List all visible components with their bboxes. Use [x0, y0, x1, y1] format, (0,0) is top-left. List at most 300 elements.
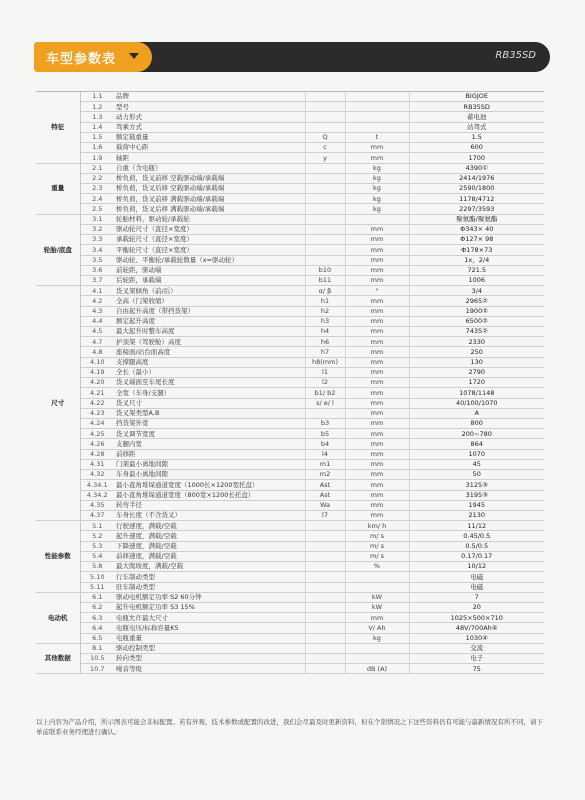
- row-symbol: l4: [305, 449, 345, 459]
- row-number: 5.10: [80, 572, 114, 582]
- row-number: 4.24: [80, 419, 114, 429]
- section-header: [34, 42, 550, 72]
- row-value: 1945: [409, 500, 544, 510]
- row-item: 货叉调节宽度: [114, 429, 305, 439]
- row-number: 1.6: [80, 143, 114, 153]
- row-unit: [345, 572, 409, 582]
- row-item: 桥负荷，货叉前移 满载驱动端/承载端: [114, 194, 305, 204]
- row-symbol: b11: [305, 275, 345, 285]
- row-item: 电瓶电压/标称容量K5: [114, 623, 305, 633]
- row-value: 50: [409, 470, 544, 480]
- category-label: 电动机: [36, 592, 80, 643]
- row-item: 轮胎材料，驱动轮/承载轮: [114, 214, 305, 224]
- row-value: 721.5: [409, 265, 544, 275]
- table-row: [36, 633, 544, 643]
- row-symbol: l2: [305, 378, 345, 388]
- row-unit: mm: [345, 398, 409, 408]
- row-unit: kg: [345, 194, 409, 204]
- row-unit: mm: [345, 449, 409, 459]
- page-title: 车型参数表: [46, 52, 117, 67]
- row-value: RB35SD: [409, 102, 544, 112]
- row-symbol: [305, 92, 345, 102]
- table-row: [36, 480, 544, 490]
- row-value: 2414/1976: [409, 173, 544, 183]
- row-symbol: [305, 654, 345, 664]
- row-value: 2130: [409, 510, 544, 520]
- row-value: 800: [409, 419, 544, 429]
- row-item: 支撑腿高度: [114, 357, 305, 367]
- row-value: 250: [409, 347, 544, 357]
- table-row: [36, 500, 544, 510]
- row-value: 3125③: [409, 480, 544, 490]
- table-row: [36, 194, 544, 204]
- row-item: 驱动控制类型: [114, 643, 305, 653]
- row-unit: [345, 92, 409, 102]
- row-item: 驱动电机额定功率 S2 60分钟: [114, 592, 305, 602]
- table-row: [36, 378, 544, 388]
- row-value: 1006: [409, 275, 544, 285]
- table-row: [36, 275, 544, 285]
- row-symbol: b4: [305, 439, 345, 449]
- table-row: [36, 357, 544, 367]
- row-symbol: [305, 163, 345, 173]
- row-number: 1.4: [80, 122, 114, 132]
- row-unit: [345, 643, 409, 653]
- table-row: [36, 643, 544, 653]
- row-symbol: l7: [305, 510, 345, 520]
- row-number: 10.5: [80, 654, 114, 664]
- category-label: 其他数据: [36, 643, 80, 674]
- row-unit: mm: [345, 347, 409, 357]
- row-unit: mm: [345, 327, 409, 337]
- row-number: 3.4: [80, 245, 114, 255]
- row-number: 4.21: [80, 388, 114, 398]
- row-symbol: [305, 235, 345, 245]
- table-row: [36, 122, 544, 132]
- row-value: 交流: [409, 643, 544, 653]
- row-value: 1078/1148: [409, 388, 544, 398]
- row-unit: mm: [345, 613, 409, 623]
- row-item: 动力形式: [114, 112, 305, 122]
- spec-table: [36, 92, 544, 674]
- row-unit: mm: [345, 255, 409, 265]
- row-unit: dB (A): [345, 664, 409, 674]
- row-unit: mm: [345, 275, 409, 285]
- row-item: 货叉尺寸: [114, 398, 305, 408]
- table-row: [36, 214, 544, 224]
- row-unit: mm: [345, 439, 409, 449]
- row-symbol: Q: [305, 132, 345, 142]
- table-row: [36, 347, 544, 357]
- row-number: 3.5: [80, 255, 114, 265]
- row-symbol: b1/ b2: [305, 388, 345, 398]
- table-row: [36, 510, 544, 520]
- row-item: 最小直角堆垛通道宽度（1000长×1200宽托盘）: [114, 480, 305, 490]
- table-row: [36, 551, 544, 561]
- row-unit: %: [345, 562, 409, 572]
- row-unit: mm: [345, 153, 409, 163]
- row-item: 行驶速度，满载/空载: [114, 521, 305, 531]
- table-row: [36, 490, 544, 500]
- row-unit: mm: [345, 357, 409, 367]
- row-number: 5.8: [80, 562, 114, 572]
- row-number: 4.34.1: [80, 480, 114, 490]
- row-unit: mm: [345, 143, 409, 153]
- row-number: 4.22: [80, 398, 114, 408]
- row-symbol: [305, 602, 345, 612]
- row-symbol: [305, 214, 345, 224]
- row-symbol: [305, 531, 345, 541]
- row-item: 下降速度，满载/空载: [114, 541, 305, 551]
- row-item: 噪音等级: [114, 664, 305, 674]
- row-symbol: [305, 102, 345, 112]
- row-unit: [345, 654, 409, 664]
- row-number: 6.5: [80, 633, 114, 643]
- row-unit: V/ Ah: [345, 623, 409, 633]
- row-symbol: [305, 664, 345, 674]
- row-value: 2590/1800: [409, 183, 544, 193]
- row-value: 7435②: [409, 327, 544, 337]
- row-unit: kg: [345, 173, 409, 183]
- row-symbol: α/ β: [305, 286, 345, 296]
- row-unit: mm: [345, 306, 409, 316]
- row-number: 3.2: [80, 224, 114, 234]
- row-symbol: [305, 122, 345, 132]
- row-value: 200~780: [409, 429, 544, 439]
- row-value: 40/100/1070: [409, 398, 544, 408]
- row-unit: mm: [345, 245, 409, 255]
- row-item: 驱动轮、平衡轮/承载轮数量（x=驱动轮）: [114, 255, 305, 265]
- row-item: 桥负荷，货叉后移 满载驱动端/承载端: [114, 204, 305, 214]
- row-item: 最大爬坡度，满载/空载: [114, 562, 305, 572]
- table-row: [36, 521, 544, 531]
- row-number: 4.10: [80, 357, 114, 367]
- table-row: [36, 541, 544, 551]
- table-row: [36, 306, 544, 316]
- row-item: 全长（最小）: [114, 367, 305, 377]
- row-symbol: [305, 582, 345, 592]
- category-label: 尺寸: [36, 286, 80, 521]
- row-symbol: b5: [305, 429, 345, 439]
- row-unit: mm: [345, 265, 409, 275]
- row-unit: kW: [345, 602, 409, 612]
- row-symbol: [305, 245, 345, 255]
- row-item: 行车制动类型: [114, 572, 305, 582]
- row-value: 4390①: [409, 163, 544, 173]
- row-number: 6.2: [80, 602, 114, 612]
- row-value: 2965②: [409, 296, 544, 306]
- row-value: BIGJOE: [409, 92, 544, 102]
- row-item: 全高（门架收缩）: [114, 296, 305, 306]
- row-symbol: l1: [305, 367, 345, 377]
- row-unit: km/ h: [345, 521, 409, 531]
- row-symbol: [305, 592, 345, 602]
- row-value: 130: [409, 357, 544, 367]
- row-number: 4.23: [80, 408, 114, 418]
- row-unit: mm: [345, 388, 409, 398]
- table-row: [36, 664, 544, 674]
- row-value: 11/12: [409, 521, 544, 531]
- row-value: 0.17/0.17: [409, 551, 544, 561]
- row-value: 864: [409, 439, 544, 449]
- row-item: 转弯半径: [114, 500, 305, 510]
- row-unit: mm: [345, 378, 409, 388]
- row-value: 站驾式: [409, 122, 544, 132]
- row-item: 前移距: [114, 449, 305, 459]
- row-item: 额定载重量: [114, 132, 305, 142]
- table-row: [36, 419, 544, 429]
- row-item: 自由起升高度（带挡货架）: [114, 306, 305, 316]
- row-unit: m/ s: [345, 531, 409, 541]
- row-number: 3.3: [80, 235, 114, 245]
- row-symbol: [305, 224, 345, 234]
- table-row: [36, 112, 544, 122]
- row-symbol: m2: [305, 470, 345, 480]
- row-number: 4.35: [80, 500, 114, 510]
- row-value: A: [409, 408, 544, 418]
- row-number: 2.3: [80, 183, 114, 193]
- row-item: 驾乘方式: [114, 122, 305, 132]
- row-symbol: Ast: [305, 490, 345, 500]
- row-value: 7: [409, 592, 544, 602]
- row-item: 载荷中心距: [114, 143, 305, 153]
- row-symbol: [305, 541, 345, 551]
- row-number: 4.37: [80, 510, 114, 520]
- row-symbol: [305, 562, 345, 572]
- table-row: [36, 265, 544, 275]
- row-value: 6500②: [409, 316, 544, 326]
- row-symbol: h3: [305, 316, 345, 326]
- row-symbol: [305, 204, 345, 214]
- row-unit: t: [345, 132, 409, 142]
- row-unit: [345, 214, 409, 224]
- table-row: [36, 459, 544, 469]
- row-value: Φ343× 40: [409, 224, 544, 234]
- row-number: 4.3: [80, 306, 114, 316]
- row-value: Φ127× 98: [409, 235, 544, 245]
- row-item: 货叉架类型A,B: [114, 408, 305, 418]
- row-item: 自重（含电瓶）: [114, 163, 305, 173]
- row-value: 3/4: [409, 286, 544, 296]
- row-number: 5.4: [80, 551, 114, 561]
- row-unit: mm: [345, 408, 409, 418]
- table-row: [36, 654, 544, 664]
- row-number: 6.3: [80, 613, 114, 623]
- row-number: 5.1: [80, 521, 114, 531]
- table-row: [36, 449, 544, 459]
- row-value: 2297/3593: [409, 204, 544, 214]
- row-number: 2.4: [80, 194, 114, 204]
- row-number: 4.5: [80, 327, 114, 337]
- row-symbol: Wa: [305, 500, 345, 510]
- table-row: [36, 143, 544, 153]
- category-label: 重量: [36, 163, 80, 214]
- table-row: [36, 613, 544, 623]
- row-item: 转向类型: [114, 654, 305, 664]
- row-symbol: [305, 194, 345, 204]
- table-row: [36, 398, 544, 408]
- row-symbol: b3: [305, 419, 345, 429]
- row-item: 驱动轮尺寸（直径×宽度）: [114, 224, 305, 234]
- row-value: 3195③: [409, 490, 544, 500]
- row-number: 4.31: [80, 459, 114, 469]
- table-row: [36, 286, 544, 296]
- table-row: [36, 316, 544, 326]
- row-value: 0.5/0.5: [409, 541, 544, 551]
- row-item: 挡货架外宽: [114, 419, 305, 429]
- row-unit: mm: [345, 490, 409, 500]
- row-unit: mm: [345, 480, 409, 490]
- row-item: 额定起升高度: [114, 316, 305, 326]
- row-value: 2790: [409, 367, 544, 377]
- table-row: [36, 388, 544, 398]
- table-row: [36, 572, 544, 582]
- row-unit: kg: [345, 183, 409, 193]
- row-number: 6.4: [80, 623, 114, 633]
- table-row: [36, 102, 544, 112]
- row-unit: m/ s: [345, 541, 409, 551]
- row-symbol: [305, 183, 345, 193]
- row-item: 车身长度（不含货叉）: [114, 510, 305, 520]
- row-unit: mm: [345, 224, 409, 234]
- row-number: 3.7: [80, 275, 114, 285]
- row-unit: mm: [345, 235, 409, 245]
- row-item: 驻车制动类型: [114, 582, 305, 592]
- row-unit: mm: [345, 337, 409, 347]
- row-number: 5.11: [80, 582, 114, 592]
- row-number: 4.20: [80, 378, 114, 388]
- row-symbol: h6: [305, 337, 345, 347]
- row-item: 护顶架（驾驶舱）高度: [114, 337, 305, 347]
- table-row: [36, 470, 544, 480]
- row-number: 8.1: [80, 643, 114, 653]
- row-number: 5.2: [80, 531, 114, 541]
- row-number: 4.28: [80, 449, 114, 459]
- table-row: [36, 183, 544, 193]
- row-number: 4.8: [80, 347, 114, 357]
- row-value: 1.5: [409, 132, 544, 142]
- triangle-down-icon: [128, 50, 140, 62]
- row-number: 10.7: [80, 664, 114, 674]
- table-row: [36, 623, 544, 633]
- row-value: 1178/4712: [409, 194, 544, 204]
- row-unit: mm: [345, 470, 409, 480]
- row-item: 全宽（车身/支腿）: [114, 388, 305, 398]
- category-label: 性能参数: [36, 521, 80, 593]
- row-item: 最大起升时整车高度: [114, 327, 305, 337]
- table-row: [36, 235, 544, 245]
- row-value: 75: [409, 664, 544, 674]
- row-unit: mm: [345, 296, 409, 306]
- table-row: [36, 204, 544, 214]
- table-row: [36, 327, 544, 337]
- row-unit: mm: [345, 500, 409, 510]
- table-row: [36, 562, 544, 572]
- table-row: [36, 92, 544, 102]
- row-unit: mm: [345, 316, 409, 326]
- row-value: 1900②: [409, 306, 544, 316]
- row-number: 1.2: [80, 102, 114, 112]
- row-item: 车身最小离地间隙: [114, 470, 305, 480]
- row-unit: kg: [345, 633, 409, 643]
- row-item: 桥负荷，货叉后移 空载驱动端/承载端: [114, 183, 305, 193]
- row-item: 品牌: [114, 92, 305, 102]
- row-symbol: h8(mm): [305, 357, 345, 367]
- row-symbol: h4: [305, 327, 345, 337]
- row-unit: [345, 582, 409, 592]
- row-symbol: m1: [305, 459, 345, 469]
- row-value: 聚氨酯/聚氨酯: [409, 214, 544, 224]
- row-number: 1.3: [80, 112, 114, 122]
- row-number: 4.7: [80, 337, 114, 347]
- row-unit: m/ s: [345, 551, 409, 561]
- row-symbol: h1: [305, 296, 345, 306]
- row-value: 电磁: [409, 582, 544, 592]
- row-item: 承载轮尺寸（直径×宽度）: [114, 235, 305, 245]
- row-symbol: [305, 521, 345, 531]
- table-row: [36, 163, 544, 173]
- row-value: 0.45/0.5: [409, 531, 544, 541]
- row-item: 起升电机额定功率 S3 15%: [114, 602, 305, 612]
- row-symbol: [305, 643, 345, 653]
- row-unit: mm: [345, 510, 409, 520]
- row-symbol: c: [305, 143, 345, 153]
- row-value: 48V/700Ah④: [409, 623, 544, 633]
- row-item: 前移速度，满载/空载: [114, 551, 305, 561]
- row-value: Φ178×73: [409, 245, 544, 255]
- row-number: 6.1: [80, 592, 114, 602]
- row-unit: mm: [345, 459, 409, 469]
- row-item: 座椅面/站台面高度: [114, 347, 305, 357]
- table-row: [36, 408, 544, 418]
- row-number: 1.1: [80, 92, 114, 102]
- row-number: 2.1: [80, 163, 114, 173]
- row-item: 门架最小离地间隙: [114, 459, 305, 469]
- row-symbol: b10: [305, 265, 345, 275]
- row-symbol: [305, 623, 345, 633]
- row-item: 电瓶允许最大尺寸: [114, 613, 305, 623]
- row-symbol: [305, 633, 345, 643]
- row-value: 1025×500×710: [409, 613, 544, 623]
- row-item: 轴距: [114, 153, 305, 163]
- row-unit: kg: [345, 163, 409, 173]
- row-symbol: [305, 173, 345, 183]
- row-unit: mm: [345, 419, 409, 429]
- row-number: 5.3: [80, 541, 114, 551]
- row-unit: mm: [345, 367, 409, 377]
- table-row: [36, 132, 544, 142]
- table-row: [36, 602, 544, 612]
- row-value: 2330: [409, 337, 544, 347]
- row-value: 1070: [409, 449, 544, 459]
- row-symbol: Ast: [305, 480, 345, 490]
- row-symbol: [305, 112, 345, 122]
- row-symbol: h2: [305, 306, 345, 316]
- table-row: [36, 337, 544, 347]
- row-item: 前轮距，驱动端: [114, 265, 305, 275]
- row-number: 4.34.2: [80, 490, 114, 500]
- row-number: 4.19: [80, 367, 114, 377]
- row-item: 货叉架倾角（前/后）: [114, 286, 305, 296]
- row-item: 电瓶重量: [114, 633, 305, 643]
- row-number: 4.32: [80, 470, 114, 480]
- row-number: 4.1: [80, 286, 114, 296]
- row-item: 平衡轮尺寸（直径×宽度）: [114, 245, 305, 255]
- table-row: [36, 592, 544, 602]
- row-symbol: h7: [305, 347, 345, 357]
- row-number: 4.25: [80, 429, 114, 439]
- row-value: 电磁: [409, 572, 544, 582]
